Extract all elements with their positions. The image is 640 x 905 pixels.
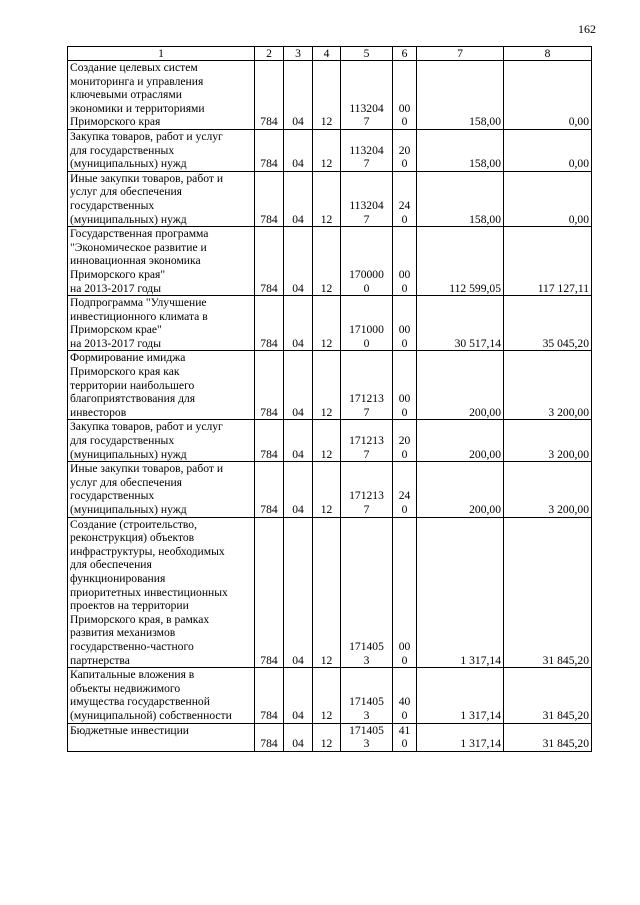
header-col-7: 7 (417, 47, 504, 61)
table-row (68, 420, 592, 462)
expense-type-code: 24 0 (393, 462, 417, 517)
subsection-code: 12 (313, 420, 341, 462)
subsection-code: 12 (313, 296, 341, 351)
table-row (68, 668, 592, 723)
amount-col-7: 200,00 (417, 462, 504, 517)
table-row (68, 296, 592, 351)
subsection-code: 12 (313, 351, 341, 420)
amount-col-7: 112 599,05 (417, 227, 504, 296)
subsection-code: 12 (313, 723, 341, 751)
ministry-code: 784 (255, 517, 284, 668)
section-code: 04 (284, 296, 313, 351)
ministry-code: 784 (255, 723, 284, 751)
row-name: Иные закупки товаров, работ и услуг для обеспечения государственных (муниципальных) нужд (68, 171, 255, 226)
amount-col-8: 3 200,00 (504, 462, 592, 517)
amount-col-8: 3 200,00 (504, 420, 592, 462)
table-row (68, 723, 592, 751)
target-article-code: 170000 0 (341, 227, 393, 296)
ministry-code: 784 (255, 227, 284, 296)
target-article-code: 113204 7 (341, 61, 393, 130)
amount-col-7: 30 517,14 (417, 296, 504, 351)
amount-col-7: 158,00 (417, 61, 504, 130)
header-col-6: 6 (393, 47, 417, 61)
expense-type-code: 00 0 (393, 296, 417, 351)
row-name: Закупка товаров, работ и услуг для государственных (муниципальных) нужд (68, 420, 255, 462)
row-name: Капитальные вложения в объекты недвижимого имущества государственной (муниципальной) собственности (68, 668, 255, 723)
section-code: 04 (284, 723, 313, 751)
amount-col-7: 200,00 (417, 351, 504, 420)
ministry-code: 784 (255, 61, 284, 130)
section-code: 04 (284, 129, 313, 171)
section-code: 04 (284, 227, 313, 296)
expense-type-code: 24 0 (393, 171, 417, 226)
target-article-code: 171405 3 (341, 668, 393, 723)
ministry-code: 784 (255, 351, 284, 420)
header-col-4: 4 (313, 47, 341, 61)
amount-col-8: 117 127,11 (504, 227, 592, 296)
table-header-row (68, 47, 592, 61)
amount-col-8: 31 845,20 (504, 517, 592, 668)
amount-col-7: 158,00 (417, 171, 504, 226)
target-article-code: 171213 7 (341, 351, 393, 420)
expense-type-code: 41 0 (393, 723, 417, 751)
subsection-code: 12 (313, 517, 341, 668)
expense-type-code: 20 0 (393, 420, 417, 462)
table-row (68, 351, 592, 420)
row-name: Формирование имиджа Приморского края как территории наибольшего благоприятствования для инвесторов (68, 351, 255, 420)
ministry-code: 784 (255, 129, 284, 171)
amount-col-8: 31 845,20 (504, 668, 592, 723)
amount-col-7: 1 317,14 (417, 668, 504, 723)
ministry-code: 784 (255, 171, 284, 226)
section-code: 04 (284, 171, 313, 226)
target-article-code: 171405 3 (341, 723, 393, 751)
section-code: 04 (284, 61, 313, 130)
subsection-code: 12 (313, 668, 341, 723)
amount-col-8: 0,00 (504, 129, 592, 171)
section-code: 04 (284, 420, 313, 462)
target-article-code: 171000 0 (341, 296, 393, 351)
header-col-1: 1 (68, 47, 255, 61)
amount-col-8: 3 200,00 (504, 351, 592, 420)
subsection-code: 12 (313, 462, 341, 517)
section-code: 04 (284, 462, 313, 517)
subsection-code: 12 (313, 227, 341, 296)
header-col-5: 5 (341, 47, 393, 61)
row-name: Иные закупки товаров, работ и услуг для обеспечения государственных (муниципальных) нужд (68, 462, 255, 517)
expense-type-code: 00 0 (393, 227, 417, 296)
ministry-code: 784 (255, 296, 284, 351)
table-row (68, 462, 592, 517)
target-article-code: 113204 7 (341, 171, 393, 226)
subsection-code: 12 (313, 129, 341, 171)
section-code: 04 (284, 517, 313, 668)
header-col-8: 8 (504, 47, 592, 61)
amount-col-8: 31 845,20 (504, 723, 592, 751)
subsection-code: 12 (313, 61, 341, 130)
expense-type-code: 00 0 (393, 351, 417, 420)
amount-col-7: 1 317,14 (417, 723, 504, 751)
row-name: Создание (строительство, реконструкция) объектов инфраструктуры, необходимых для обеспечения функционирования приоритетных инвестиционных проектов на территории Приморского края, в рамках развития механизмов государственно-частного партнерства (68, 517, 255, 668)
ministry-code: 784 (255, 668, 284, 723)
table-row (68, 171, 592, 226)
row-name: Создание целевых систем мониторинга и управления ключевыми отраслями экономики и территориями Приморского края (68, 61, 255, 130)
expense-type-code: 00 0 (393, 61, 417, 130)
section-code: 04 (284, 351, 313, 420)
amount-col-8: 35 045,20 (504, 296, 592, 351)
target-article-code: 171213 7 (341, 462, 393, 517)
table-row (68, 61, 592, 130)
target-article-code: 113204 7 (341, 129, 393, 171)
header-col-3: 3 (284, 47, 313, 61)
table-row (68, 227, 592, 296)
ministry-code: 784 (255, 462, 284, 517)
table-row (68, 129, 592, 171)
expense-type-code: 40 0 (393, 668, 417, 723)
amount-col-8: 0,00 (504, 171, 592, 226)
amount-col-8: 0,00 (504, 61, 592, 130)
expense-type-code: 00 0 (393, 517, 417, 668)
expense-type-code: 20 0 (393, 129, 417, 171)
page-number: 162 (578, 22, 596, 36)
row-name: Бюджетные инвестиции (68, 723, 255, 751)
header-col-2: 2 (255, 47, 284, 61)
table-row (68, 517, 592, 668)
row-name: Государственная программа "Экономическое развитие и инновационная экономика Приморского края" на 2013-2017 годы (68, 227, 255, 296)
amount-col-7: 158,00 (417, 129, 504, 171)
section-code: 04 (284, 668, 313, 723)
ministry-code: 784 (255, 420, 284, 462)
target-article-code: 171405 3 (341, 517, 393, 668)
subsection-code: 12 (313, 171, 341, 226)
target-article-code: 171213 7 (341, 420, 393, 462)
row-name: Закупка товаров, работ и услуг для государственных (муниципальных) нужд (68, 129, 255, 171)
budget-table (67, 46, 592, 752)
row-name: Подпрограмма "Улучшение инвестиционного климата в Приморском крае" на 2013-2017 годы (68, 296, 255, 351)
amount-col-7: 200,00 (417, 420, 504, 462)
amount-col-7: 1 317,14 (417, 517, 504, 668)
